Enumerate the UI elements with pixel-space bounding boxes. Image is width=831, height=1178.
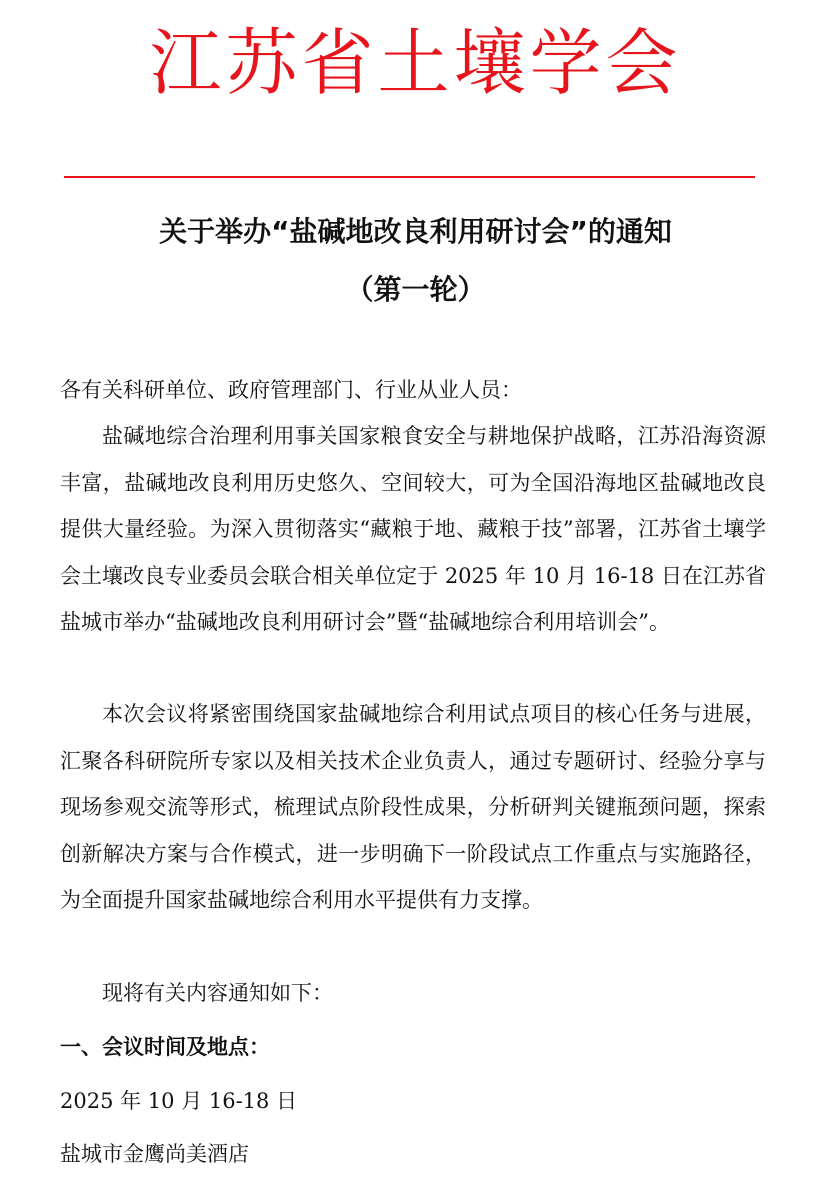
paragraph-notice-intro: 现将有关内容通知如下： (102, 981, 333, 1005)
meeting-venue: 盐城市金鹰尚美酒店 (60, 1142, 249, 1166)
red-header-rule (64, 176, 755, 178)
salutation: 各有关科研单位、政府管理部门、行业从业人员： (60, 378, 522, 402)
section-heading-time-location: 一、会议时间及地点： (60, 1035, 270, 1059)
notice-subtitle: （第一轮） (345, 273, 486, 306)
paragraph-meeting-purpose: 本次会议将紧密围绕国家盐碱地综合利用试点项目的核心任务与进展，汇聚各科研院所专家以及相关技术企业负责人，通过专题研讨、经验分享与现场参观交流等形式，梳理试点阶段性成果，分析研判关键瓶颈问题，探索创新解决方案与合作模式，进一步明确下一阶段试点工作重点与实施路径，为全面提升国家盐碱地综合利用水平提供有力支撑。 (60, 702, 766, 912)
paragraph-background: 盐碱地综合治理利用事关国家粮食安全与耕地保护战略，江苏沿海资源丰富，盐碱地改良利用历史悠久、空间较大，可为全国沿海地区盐碱地改良提供大量经验。为深入贯彻落实“藏粮于地、藏粮于技”部署，江苏省土壤学会土壤改良专业委员会联合相关单位定于 2025 年 10 月 16-18 日在江苏省盐城市举办“盐碱地改良利用研讨会”暨“盐碱地综合利用培训会”。 (60, 424, 766, 634)
organization-title: 江苏省土壤学会 (149, 21, 682, 105)
notice-title: 关于举办“盐碱地改良利用研讨会”的通知 (159, 215, 672, 248)
meeting-date: 2025 年 10 月 16-18 日 (60, 1089, 298, 1113)
